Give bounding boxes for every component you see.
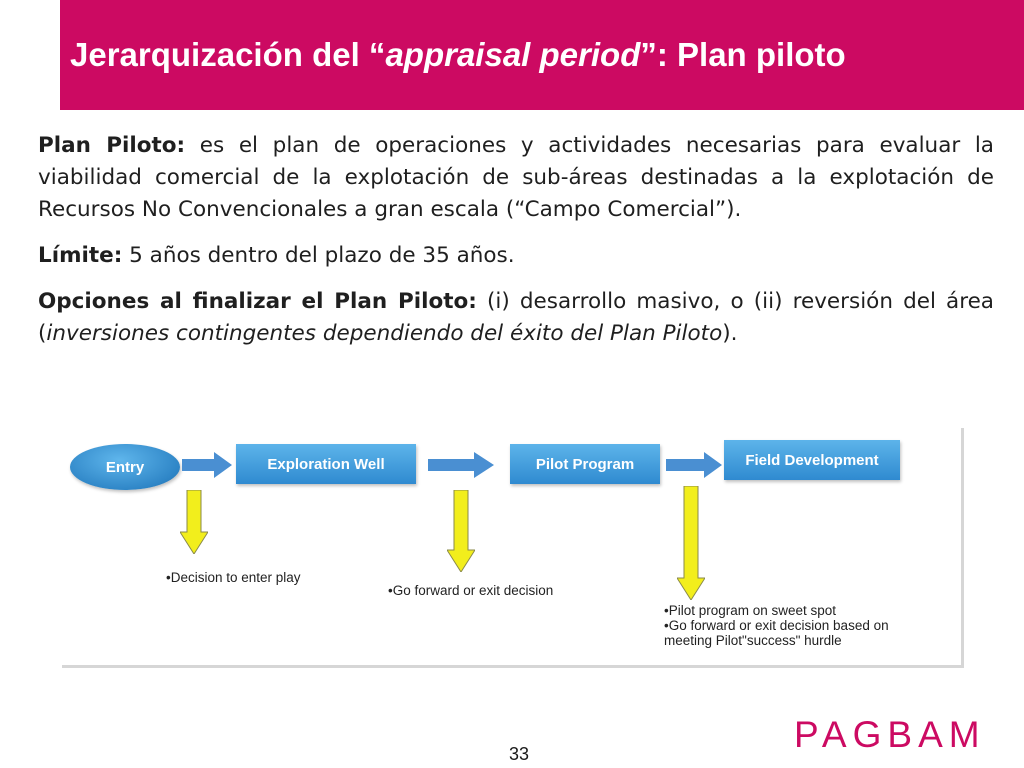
note-decision-enter: •Decision to enter play [166, 570, 301, 585]
page-title [70, 36, 846, 74]
exploration-well-box [236, 444, 416, 484]
note-go-forward: •Go forward or exit decision [388, 583, 554, 598]
limite-text: 5 años dentro del plazo de 35 años. [122, 243, 515, 268]
exploration-well-label: Exploration Well [267, 455, 385, 473]
paragraph-opciones [38, 286, 994, 350]
page-number: 33 [509, 744, 530, 764]
brand-logo: PAGBAM [794, 714, 986, 755]
opciones-italic: inversiones contingentes dependiendo del éxito del Plan Piloto [46, 321, 723, 346]
note-3-line-1: •Pilot program on sweet spot [664, 603, 837, 618]
field-development-box [724, 440, 900, 480]
note-3-line-2: •Go forward or exit decision based on [664, 618, 889, 633]
plan-piloto-label: Plan Piloto: [38, 133, 186, 158]
arrow-down-icon [447, 490, 475, 572]
arrow-right-icon [428, 452, 494, 478]
pilot-program-label: Pilot Program [535, 455, 635, 473]
opciones-label: Opciones al finalizar el Plan Piloto: [38, 289, 477, 314]
paragraph-limite [38, 240, 994, 272]
pilot-program-box [510, 444, 660, 484]
title-suffix: ”: Plan piloto [640, 36, 846, 73]
arrow-right-icon [666, 452, 722, 478]
note-pilot-program [664, 603, 889, 648]
diagram-shadow-right [961, 428, 964, 668]
arrow-right-icon [182, 452, 232, 478]
opciones-text: (i) desarrollo masivo, o (ii) reversión del área ( [38, 289, 994, 346]
entry-label: Entry [105, 458, 145, 476]
limite-label: Límite: [38, 243, 123, 268]
title-prefix: Jerarquización del “ [70, 36, 386, 73]
paragraph-plan-piloto [38, 130, 994, 226]
note-3-line-3: meeting Pilot"success" hurdle [664, 633, 842, 648]
arrow-down-icon [180, 490, 208, 554]
title-italic: appraisal period [385, 36, 641, 73]
field-development-label: Field Development [745, 451, 879, 469]
entry-node [70, 444, 180, 490]
opciones-end: ). [722, 321, 738, 346]
plan-piloto-text: es el plan de operaciones y actividades necesarias para evaluar la viabilidad comercial de la explotación de sub-áreas destinadas a la explotación de Recursos No Convencionales a gran escala (“Campo Comercial”). [38, 133, 994, 222]
body-text [38, 130, 994, 364]
diagram-shadow-bottom [62, 665, 964, 668]
arrow-down-icon [677, 486, 705, 600]
